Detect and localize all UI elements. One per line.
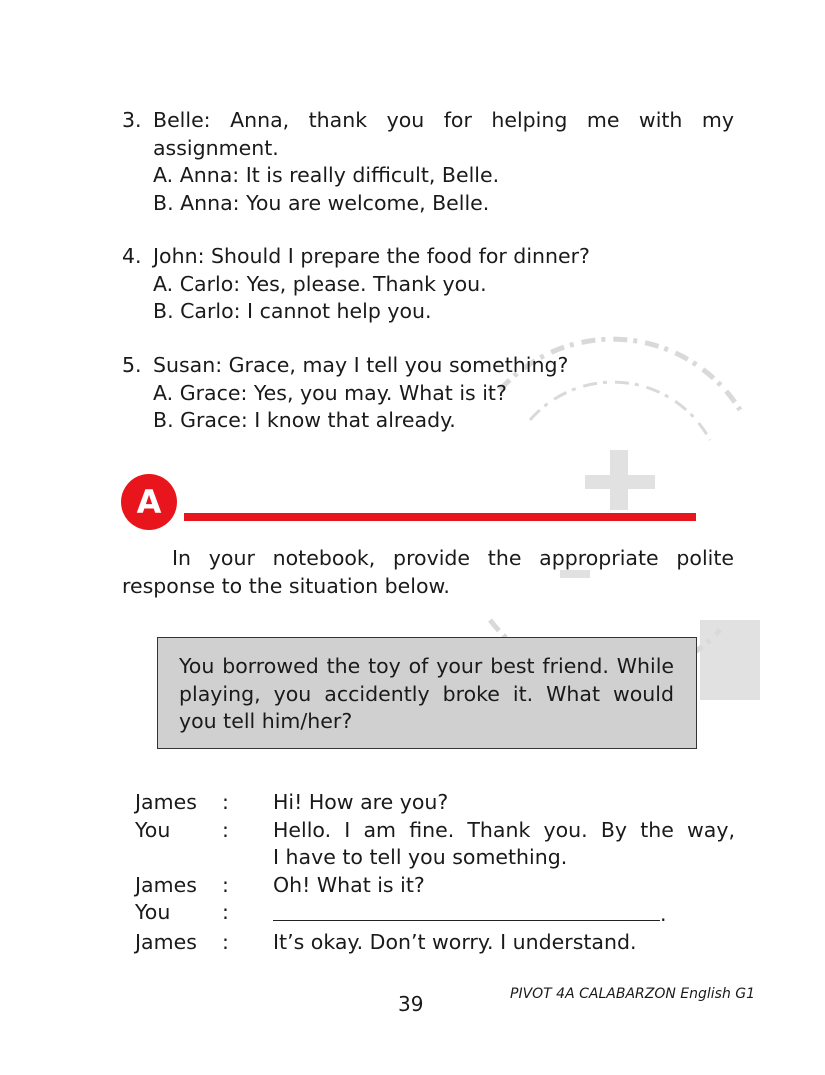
speaker-colon: :: [222, 872, 229, 897]
section-instructions: In your notebook, provide the appropriate polite response to the situation below.: [122, 546, 734, 598]
dialogue-line-continuation: I have to tell you something.: [273, 845, 568, 869]
footer-credit: PIVOT 4A CALABARZON English G1: [510, 986, 756, 1002]
page-number: 39: [398, 992, 424, 1016]
dialogue-row: [135, 817, 735, 845]
section-divider: [184, 513, 696, 521]
dialogue-line: Oh! What is it?: [273, 872, 425, 897]
blank-period: .: [660, 902, 667, 926]
option-b: B. Anna: You are welcome, Belle.: [153, 190, 490, 215]
question-prompt: Susan: Grace, may I tell you something?: [153, 353, 569, 377]
section-badge: A: [121, 474, 177, 530]
dialogue-row: [135, 789, 735, 817]
dialogue-row: [135, 872, 735, 900]
speaker-colon: :: [222, 900, 229, 924]
speaker-name: You: [135, 817, 171, 842]
question-prompt-continuation: assignment.: [153, 135, 279, 160]
speaker-name: James: [135, 929, 197, 954]
question-4: [122, 243, 734, 326]
question-number: 4.: [122, 244, 142, 268]
speaker-colon: :: [222, 817, 229, 842]
dialogue-line: Hi! How are you?: [273, 790, 449, 814]
option-a: A. Carlo: Yes, please. Thank you.: [153, 271, 487, 296]
answer-blank: [273, 899, 660, 921]
option-b: B. Carlo: I cannot help you.: [153, 299, 432, 323]
speaker-colon: :: [222, 929, 229, 954]
dialogue-row: [135, 929, 735, 957]
speaker-name: You: [135, 900, 171, 924]
dialogue: [135, 789, 735, 956]
dialogue-row: [135, 899, 735, 929]
option-a: A. Grace: Yes, you may. What is it?: [153, 380, 507, 405]
dialogue-row: [135, 844, 735, 872]
question-5: [122, 352, 734, 435]
question-number: 3.: [122, 108, 142, 132]
speaker-colon: :: [222, 790, 229, 814]
dialogue-line: Hello. I am fine. Thank you. By the way,: [273, 817, 735, 842]
question-number: 5.: [122, 353, 142, 377]
situation-box: You borrowed the toy of your best friend. While playing, you accidently broke it. What would you tell him/her?: [157, 637, 697, 749]
dialogue-line: It’s okay. Don’t worry. I understand.: [273, 929, 637, 954]
question-prompt: John: Should I prepare the food for dinner?: [153, 244, 590, 268]
option-b: B. Grace: I know that already.: [153, 408, 456, 432]
option-a: A. Anna: It is really difficult, Belle.: [153, 163, 500, 187]
dialogue-line: [273, 899, 735, 929]
speaker-name: James: [135, 872, 197, 897]
speaker-name: James: [135, 790, 197, 814]
question-3: [122, 107, 734, 217]
question-prompt: Belle: Anna, thank you for helping me with my: [153, 108, 734, 132]
